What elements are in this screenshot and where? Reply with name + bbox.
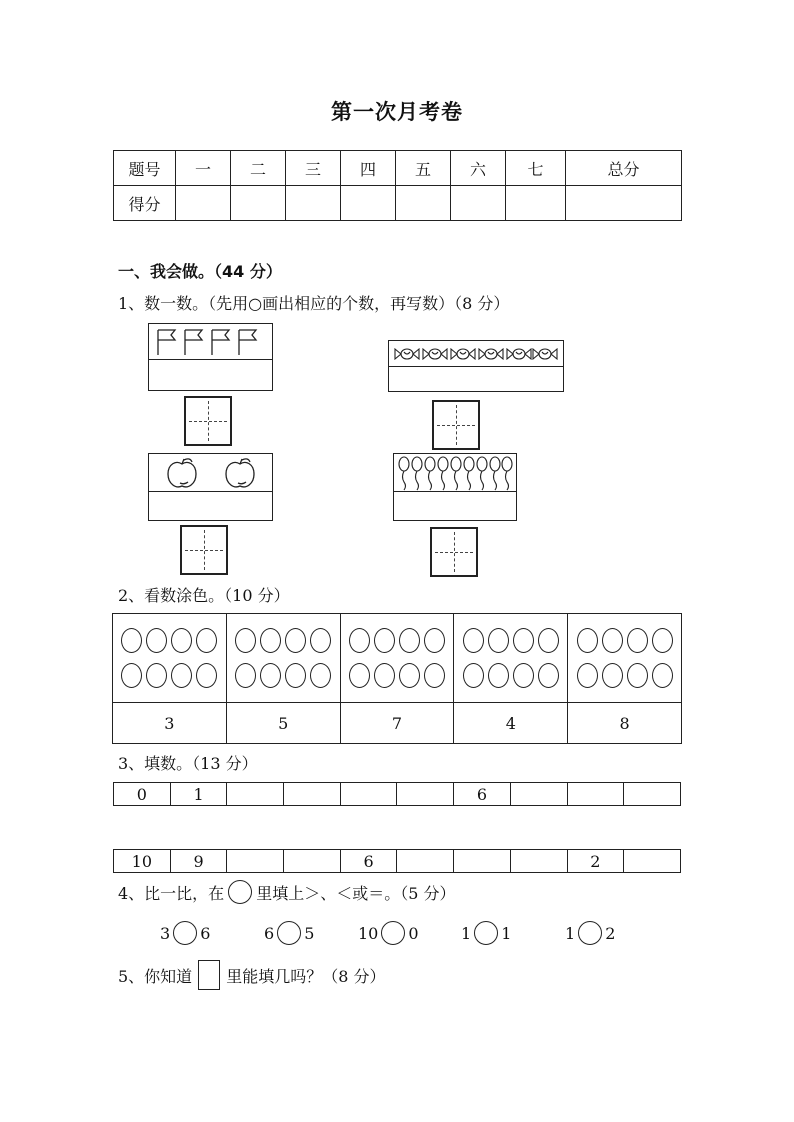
section-heading: 一、我会做。（44 分） — [118, 262, 282, 281]
compare-circle[interactable] — [277, 921, 301, 945]
count-box-flags — [148, 323, 273, 391]
color-number: 7 — [340, 703, 454, 744]
compare-right: 0 — [408, 923, 419, 943]
fill-cell: 2 — [567, 850, 624, 873]
compare-left: 1 — [461, 923, 472, 943]
answer-box[interactable] — [430, 527, 478, 577]
square-symbol-icon — [198, 960, 220, 990]
answer-box[interactable] — [184, 396, 232, 446]
question-5-text — [118, 960, 385, 990]
question-4-prefix: 4、比一比，在 — [118, 883, 225, 903]
score-cell[interactable] — [231, 186, 286, 221]
fill-cell[interactable] — [284, 850, 341, 873]
fill-cell[interactable] — [567, 783, 624, 806]
color-number: 4 — [454, 703, 568, 744]
score-header-cell: 七 — [506, 151, 566, 186]
question-5-suffix: 里能填几吗？（8 分） — [226, 966, 386, 986]
fill-cell[interactable] — [340, 783, 397, 806]
fill-cell[interactable] — [624, 850, 681, 873]
color-table — [112, 613, 682, 744]
circle-group[interactable] — [568, 614, 682, 703]
question-5-prefix: 5、你知道 — [118, 966, 193, 986]
count-box-balloons — [393, 453, 517, 521]
compare-right: 2 — [605, 923, 616, 943]
score-header-cell: 一 — [176, 151, 231, 186]
apples-row — [149, 454, 272, 492]
compare-left: 6 — [264, 923, 275, 943]
fill-cell: 6 — [454, 783, 511, 806]
color-number: 5 — [226, 703, 340, 744]
color-number: 3 — [113, 703, 227, 744]
score-table — [113, 150, 682, 221]
question-1-text: 1、数一数。（先用○画出相应的个数，再写数）（8 分） — [118, 294, 510, 313]
circle-symbol-icon — [228, 880, 252, 904]
compare-left: 1 — [565, 923, 576, 943]
fill-row-descending — [113, 849, 681, 873]
compare-circle[interactable] — [173, 921, 197, 945]
circle-group[interactable] — [454, 614, 568, 703]
score-cell[interactable] — [396, 186, 451, 221]
circle-group[interactable] — [340, 614, 454, 703]
fill-cell[interactable] — [397, 850, 454, 873]
compare-item — [461, 921, 511, 945]
flag-icon — [155, 327, 267, 357]
fill-cell: 1 — [170, 783, 227, 806]
count-box-candies — [388, 340, 564, 392]
compare-item — [160, 921, 210, 945]
question-4-suffix: 里填上＞、＜或＝。（5 分） — [256, 883, 456, 903]
circles-row — [113, 614, 682, 703]
compare-circle[interactable] — [474, 921, 498, 945]
fill-cell[interactable] — [227, 850, 284, 873]
compare-right: 1 — [501, 923, 512, 943]
score-cell[interactable] — [566, 186, 682, 221]
circle-group[interactable] — [113, 614, 227, 703]
compare-item — [264, 921, 314, 945]
fill-cell[interactable] — [510, 850, 567, 873]
fill-cell: 10 — [114, 850, 171, 873]
score-header-cell: 题号 — [114, 151, 176, 186]
fill-row-ascending — [113, 782, 681, 806]
compare-right: 6 — [200, 923, 211, 943]
page-title: 第一次月考卷 — [331, 100, 463, 124]
fill-cell: 6 — [340, 850, 397, 873]
circle-group[interactable] — [226, 614, 340, 703]
compare-left: 3 — [160, 923, 171, 943]
answer-box[interactable] — [432, 400, 480, 450]
score-cell[interactable] — [451, 186, 506, 221]
compare-circle[interactable] — [381, 921, 405, 945]
candy-icon — [393, 344, 559, 364]
balloon-icon — [396, 455, 514, 491]
flags-row — [149, 324, 272, 360]
apple-icon — [156, 456, 266, 490]
score-header-cell: 二 — [231, 151, 286, 186]
fill-cell: 0 — [114, 783, 171, 806]
question-3-text: 3、填数。（13 分） — [118, 754, 258, 773]
fill-cell[interactable] — [284, 783, 341, 806]
score-cell[interactable] — [506, 186, 566, 221]
score-header-cell: 四 — [341, 151, 396, 186]
score-cell[interactable] — [341, 186, 396, 221]
answer-box[interactable] — [180, 525, 228, 575]
score-header-cell: 总分 — [566, 151, 682, 186]
score-value-row — [114, 186, 682, 221]
color-number: 8 — [568, 703, 682, 744]
fill-cell[interactable] — [624, 783, 681, 806]
count-box-apples — [148, 453, 273, 521]
fill-cell[interactable] — [227, 783, 284, 806]
compare-item — [358, 921, 419, 945]
compare-left: 10 — [358, 923, 379, 943]
numbers-row — [113, 703, 682, 744]
fill-cell[interactable] — [510, 783, 567, 806]
score-cell[interactable] — [176, 186, 231, 221]
score-cell[interactable] — [286, 186, 341, 221]
question-4-text — [118, 880, 455, 904]
question-2-text: 2、看数涂色。（10 分） — [118, 586, 290, 605]
fill-cell[interactable] — [454, 850, 511, 873]
compare-item — [565, 921, 615, 945]
fill-cell: 9 — [170, 850, 227, 873]
fill-cell[interactable] — [397, 783, 454, 806]
candies-row — [389, 341, 563, 367]
score-header-cell: 六 — [451, 151, 506, 186]
score-header-cell: 五 — [396, 151, 451, 186]
score-header-cell: 三 — [286, 151, 341, 186]
compare-right: 5 — [304, 923, 315, 943]
score-header-row — [114, 151, 682, 186]
compare-circle[interactable] — [578, 921, 602, 945]
balloons-row — [394, 454, 516, 492]
score-row-label: 得分 — [114, 186, 176, 221]
